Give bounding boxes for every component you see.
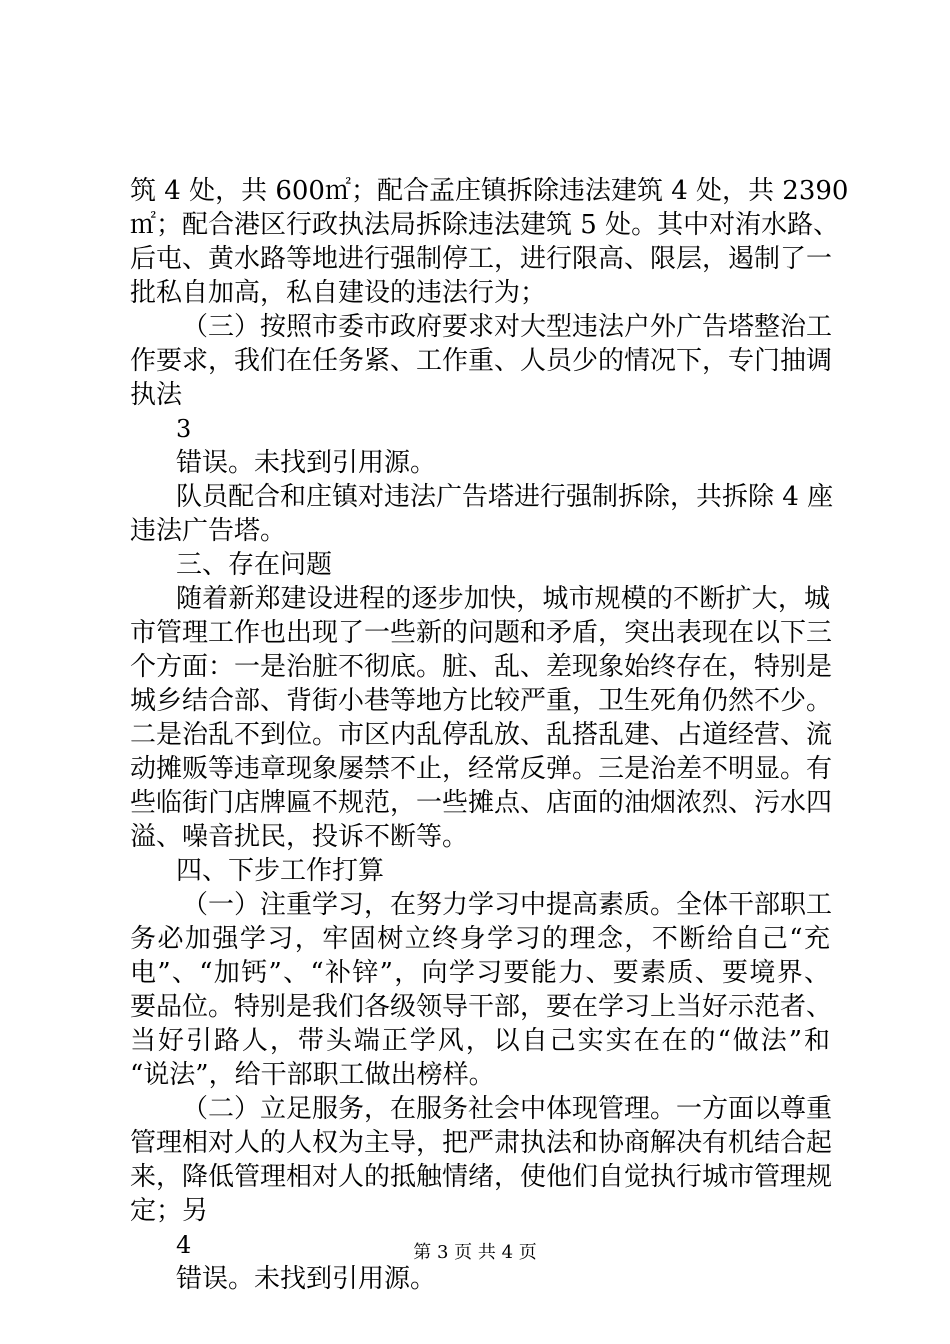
text-line: 市管理工作也出现了一些新的问题和矛盾，突出表现在以下三 <box>130 618 833 648</box>
text-line: 要品位。特别是我们各级领导干部，要在学习上当好示范者、 <box>130 992 833 1022</box>
text-line: ㎡；配合港区行政执法局拆除违法建筑 5 处。其中对洧水路、 <box>130 210 840 240</box>
text-line: 些临街门店牌匾不规范，一些摊点、店面的油烟浓烈、污水四 <box>130 788 833 818</box>
text-line: 违法广告塔。 <box>130 516 287 546</box>
text-line: （三）按照市委市政府要求对大型违法户外广告塔整治工 <box>182 312 833 342</box>
text-line: 动摊贩等违章现象屡禁不止，经常反弹。三是治差不明显。有 <box>130 754 833 784</box>
text-line: 筑 4 处，共 600㎡；配合孟庄镇拆除违法建筑 4 处，共 2390 <box>130 176 849 206</box>
text-line: 务必加强学习，牢固树立终身学习的理念，不断给自己“充 <box>130 924 830 954</box>
text-line: 随着新郑建设进程的逐步加快，城市规模的不断扩大，城 <box>176 584 830 614</box>
text-line: 后屯、黄水路等地进行强制停工，进行限高、限层，遏制了一 <box>130 244 833 274</box>
text-line: 电”、“加钙”、“补锌”，向学习要能力、要素质、要境界、 <box>130 958 830 988</box>
text-line: 个方面：一是治脏不彻底。脏、乱、差现象始终存在，特别是 <box>130 652 833 682</box>
text-line: 溢、噪音扰民，投诉不断等。 <box>130 822 469 852</box>
text-line: （二）立足服务，在服务社会中体现管理。一方面以尊重 <box>182 1094 833 1124</box>
text-line: 作要求，我们在任务紧、工作重、人员少的情况下，专门抽调 <box>130 346 833 376</box>
text-line: 定；另 <box>130 1196 209 1226</box>
text-line: 管理相对人的人权为主导，把严肃执法和协商解决有机结合起 <box>130 1128 833 1158</box>
page-number-marker: 3 <box>176 415 192 443</box>
text-line: 批私自加高，私自建设的违法行为； <box>130 278 547 308</box>
text-line: 城乡结合部、背街小巷等地方比较严重，卫生死角仍然不少。 <box>130 686 833 716</box>
text-line: 当好引路人，带头端正学风，以自己实实在在的“做法”和 <box>130 1026 830 1056</box>
document-body <box>130 174 849 1296</box>
text-line: 来，降低管理相对人的抵触情绪，使他们自觉执行城市管理规 <box>130 1162 833 1192</box>
text-line: 三、存在问题 <box>176 550 333 580</box>
text-line: 四、下步工作打算 <box>176 856 385 886</box>
text-line: “说法”，给干部职工做出榜样。 <box>130 1060 495 1090</box>
page-footer: 第 3 页 共 4 页 <box>413 1242 537 1263</box>
page-number-marker: 4 <box>176 1231 192 1259</box>
text-line: （一）注重学习，在努力学习中提高素质。全体干部职工 <box>182 890 833 920</box>
text-line: 执法 <box>130 380 183 410</box>
text-line: 错误。未找到引用源。 <box>176 448 437 478</box>
text-line: 错误。未找到引用源。 <box>176 1264 437 1294</box>
text-line: 二是治乱不到位。市区内乱停乱放、乱搭乱建、占道经营、流 <box>130 720 833 750</box>
text-line: 队员配合和庄镇对违法广告塔进行强制拆除，共拆除 4 座 <box>176 482 834 512</box>
